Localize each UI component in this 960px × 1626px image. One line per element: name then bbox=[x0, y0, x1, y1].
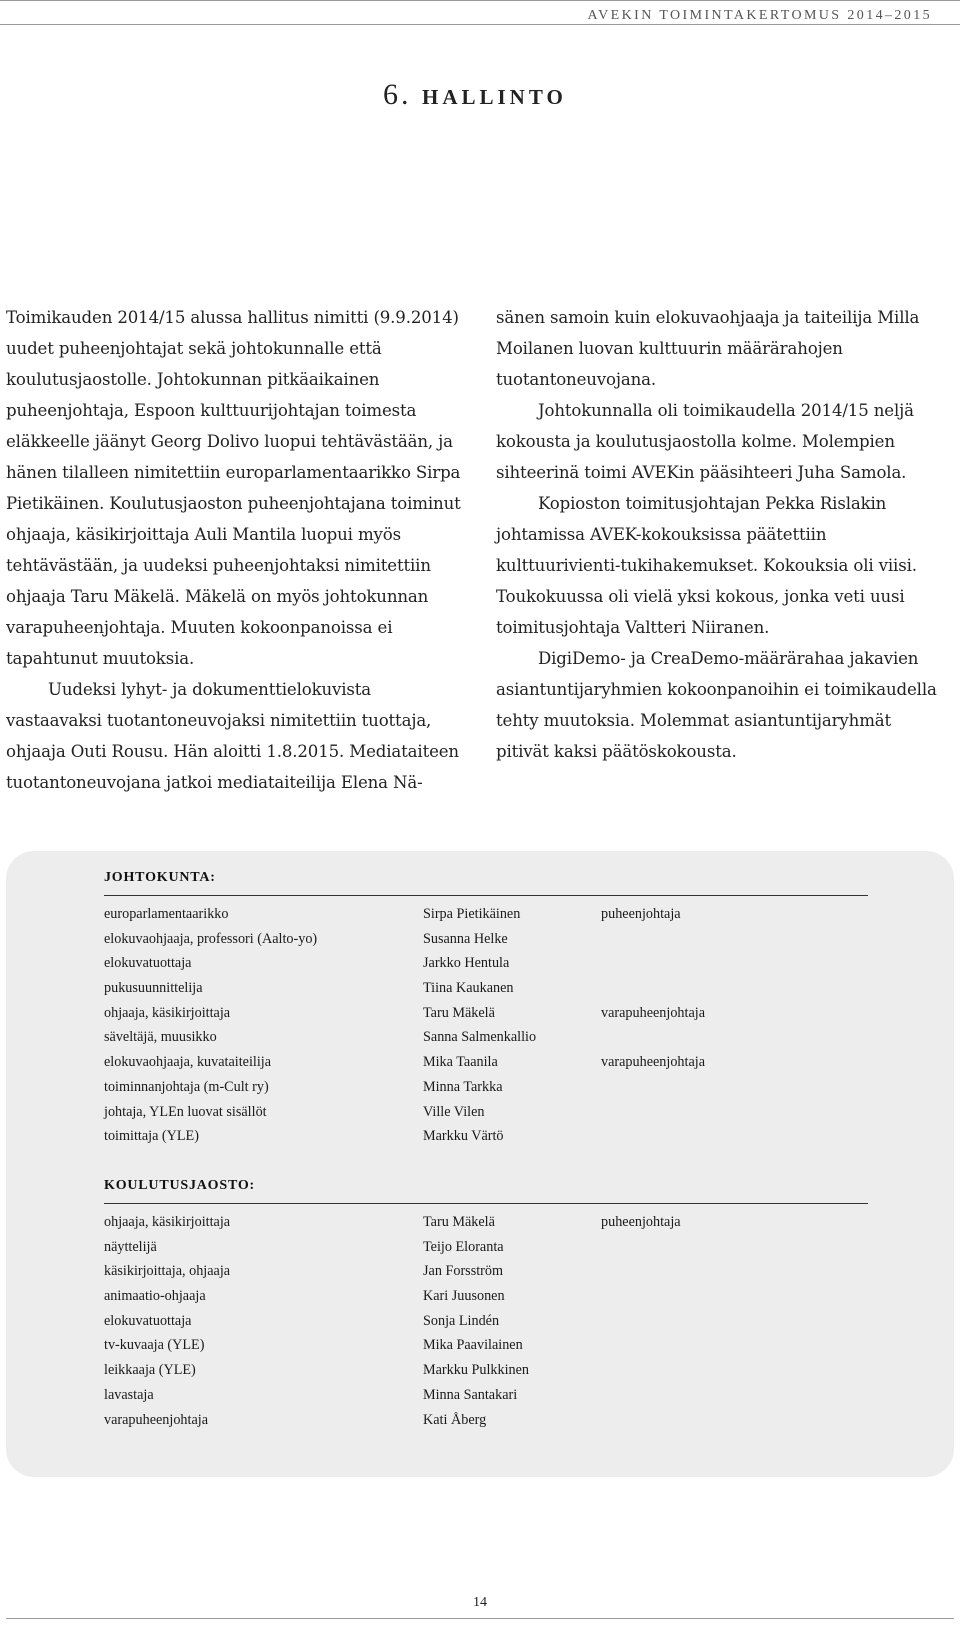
member-role: elokuvaohjaaja, kuvataiteilija bbox=[104, 1054, 272, 1071]
member-name: Mika Taanila bbox=[423, 1054, 498, 1071]
member-role: lavastaja bbox=[104, 1386, 154, 1403]
member-name: Sanna Salmenkallio bbox=[423, 1029, 537, 1046]
koulutusjaosto-title: KOULUTUSJAOSTO: bbox=[104, 1178, 255, 1193]
member-name: Taru Mäkelä bbox=[423, 1214, 495, 1230]
member-role: pukusuunnittelija bbox=[104, 980, 203, 997]
member-name: Ville Vilen bbox=[423, 1103, 485, 1120]
johtokunta-roster bbox=[104, 906, 868, 1153]
member-role: näyttelijä bbox=[104, 1238, 157, 1255]
roster-row bbox=[104, 1239, 868, 1264]
left-column bbox=[6, 302, 468, 798]
roster-row bbox=[104, 980, 868, 1005]
member-role: säveltäjä, muusikko bbox=[104, 1029, 217, 1046]
roster-row bbox=[104, 1387, 868, 1412]
member-name: Tiina Kaukanen bbox=[423, 980, 514, 997]
roster-row bbox=[104, 1054, 868, 1079]
johtokunta-title: JOHTOKUNTA: bbox=[104, 870, 216, 885]
member-role: leikkaaja (YLE) bbox=[104, 1362, 196, 1379]
paragraph: sänen samoin kuin elokuvaohjaaja ja taiteilija Milla Moilanen luovan kulttuurin määrärahojen tuotantoneuvojana. bbox=[496, 308, 920, 389]
member-name: Susanna Helke bbox=[423, 930, 508, 947]
koulutusjaosto-roster bbox=[104, 1214, 868, 1436]
roster-row bbox=[104, 1005, 868, 1030]
paragraph: Johtokunnalla oli toimikaudella 2014/15 neljä kokousta ja koulutusjaostolla kolme. Molempien sihteerinä toimi AVEKin pääsihteeri Juha Samola. bbox=[496, 401, 914, 482]
right-column bbox=[496, 302, 946, 767]
roster-row bbox=[104, 931, 868, 956]
member-position: varapuheenjohtaja bbox=[601, 1054, 705, 1071]
roster-row bbox=[104, 1079, 868, 1104]
paragraph: Kopioston toimitusjohtajan Pekka Rislakin johtamissa AVEK-kokouksissa päätettiin kulttuurivienti-tukihakemukset. Kokouksia oli viisi. Toukokuussa oli vielä yksi kokous, jonka veti uusi toimitusjohtaja Valtteri Niiranen. bbox=[496, 494, 917, 637]
member-name: Jan Forsström bbox=[423, 1263, 504, 1280]
paragraph: DigiDemo- ja CreaDemo-määrärahaa jakavien asiantuntijaryhmien kokoonpanoihin ei toimikaudella tehty muutoksia. Molemmat asiantuntijaryhmät pitivät kaksi päätöskokousta. bbox=[496, 649, 937, 761]
member-role: toiminnanjohtaja (m-Cult ry) bbox=[104, 1078, 269, 1095]
member-position: puheenjohtaja bbox=[601, 1214, 681, 1230]
roster-row bbox=[104, 1337, 868, 1362]
member-role: ohjaaja, käsikirjoittaja bbox=[104, 1004, 231, 1021]
member-position: puheenjohtaja bbox=[601, 906, 681, 922]
paragraph: Uudeksi lyhyt- ja dokumenttielokuvista vastaavaksi tuotantoneuvojaksi nimitettiin tuottaja, ohjaaja Outi Rousu. Hän aloitti 1.8.2015. Mediataiteen tuotantoneuvojana jatkoi mediataiteilija Elena Nä- bbox=[6, 680, 459, 792]
roster-row bbox=[104, 906, 868, 931]
member-name: Mika Paavilainen bbox=[423, 1337, 523, 1354]
header-rule-bottom bbox=[0, 24, 960, 25]
member-role: elokuvatuottaja bbox=[104, 1312, 192, 1329]
roster-row bbox=[104, 1263, 868, 1288]
member-name: Minna Santakari bbox=[423, 1386, 518, 1403]
member-role: ohjaaja, käsikirjoittaja bbox=[104, 1214, 231, 1230]
member-name: Sonja Lindén bbox=[423, 1312, 500, 1329]
footer-rule bbox=[6, 1618, 954, 1619]
member-role: elokuvaohjaaja, professori (Aalto-yo) bbox=[104, 930, 318, 947]
member-name: Markku Värtö bbox=[423, 1128, 504, 1145]
member-role: varapuheenjohtaja bbox=[104, 1411, 208, 1428]
member-name: Kari Juusonen bbox=[423, 1288, 505, 1305]
member-role: toimittaja (YLE) bbox=[104, 1128, 199, 1145]
johtokunta-rule bbox=[104, 895, 868, 896]
member-role: animaatio-ohjaaja bbox=[104, 1288, 206, 1305]
roster-row bbox=[104, 1128, 868, 1153]
member-role: europarlamentaarikko bbox=[104, 906, 229, 922]
member-role: käsikirjoittaja, ohjaaja bbox=[104, 1263, 231, 1280]
member-position: varapuheenjohtaja bbox=[601, 1004, 705, 1021]
chapter-number: 6. bbox=[383, 78, 412, 111]
chapter-name: hallinto bbox=[422, 78, 567, 111]
koulutusjaosto-rule bbox=[104, 1203, 868, 1204]
chapter-title bbox=[383, 78, 567, 112]
member-name: Sirpa Pietikäinen bbox=[423, 906, 521, 922]
member-role: tv-kuvaaja (YLE) bbox=[104, 1337, 205, 1354]
member-role: johtaja, YLEn luovat sisällöt bbox=[104, 1103, 267, 1120]
member-name: Taru Mäkelä bbox=[423, 1004, 495, 1021]
roster-row bbox=[104, 1412, 868, 1437]
member-name: Markku Pulkkinen bbox=[423, 1362, 530, 1379]
roster-row bbox=[104, 1214, 868, 1239]
roster-row bbox=[104, 1362, 868, 1387]
roster-row bbox=[104, 1313, 868, 1338]
member-name: Teijo Eloranta bbox=[423, 1238, 504, 1255]
header-rule-top bbox=[0, 0, 960, 1]
member-name: Kati Åberg bbox=[423, 1411, 487, 1428]
member-name: Jarkko Hentula bbox=[423, 955, 510, 972]
roster-row bbox=[104, 1029, 868, 1054]
roster-row bbox=[104, 955, 868, 980]
running-header: AVEKIN TOIMINTAKERTOMUS 2014–2015 bbox=[587, 8, 932, 23]
member-role: elokuvatuottaja bbox=[104, 955, 192, 972]
paragraph: Toimikauden 2014/15 alussa hallitus nimitti (9.9.2014) uudet puheenjohtajat sekä johtokunnalle että koulutusjaostolle. Johtokunnan pitkäaikainen puheenjohtaja, Espoon kulttuurijohtajan toimesta eläkkeelle jäänyt Georg Dolivo luopui tehtävästään, ja hänen tilalleen nimitettiin europarlamentaarikko Sirpa Pietikäinen. Koulutusjaoston puheenjohtajana toiminut ohjaaja, käsikirjoittaja Auli Mantila luopui myös tehtävästään, ja uudeksi puheenjohtaksi nimitettiin ohjaaja Taru Mäkelä. Mäkelä on myös johtokunnan varapuheenjohtaja. Muuten kokoonpanoissa ei tapahtunut muutoksia. bbox=[6, 308, 461, 668]
roster-row bbox=[104, 1104, 868, 1129]
page-number: 14 bbox=[473, 1595, 487, 1610]
member-name: Minna Tarkka bbox=[423, 1078, 503, 1095]
roster-row bbox=[104, 1288, 868, 1313]
